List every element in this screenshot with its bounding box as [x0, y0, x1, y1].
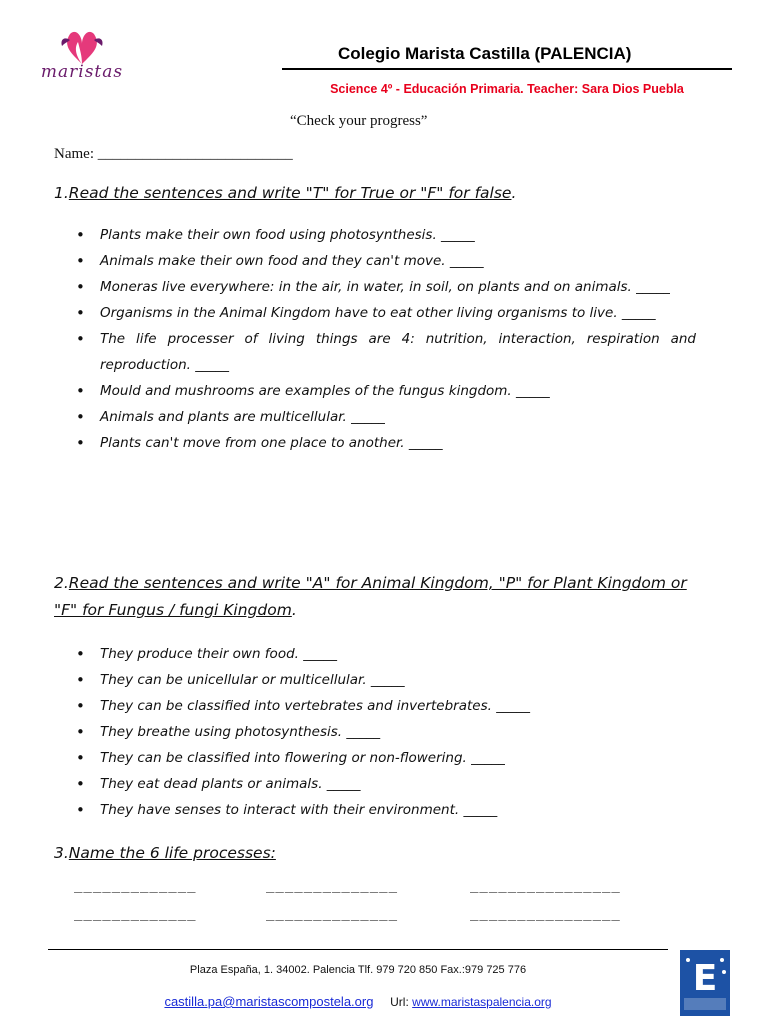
- footer-rule: [48, 949, 668, 950]
- question-text: Read the sentences and write "T" for True or "F" for false: [68, 184, 512, 202]
- list-item: • Plants make their own food using photosynthesis. _____: [76, 222, 696, 248]
- list-item: • They breathe using photosynthesis. _____: [76, 719, 696, 745]
- list-item: • They have senses to interact with their environment. _____: [76, 797, 696, 823]
- question-1-list: [76, 222, 696, 456]
- question-number: 1.: [54, 184, 69, 202]
- list-item: • Animals and plants are multicellular. _____: [76, 404, 696, 430]
- list-item: • Organisms in the Animal Kingdom have to eat other living organisms to live. _____: [76, 300, 696, 326]
- answer-blank[interactable]: ______________: [266, 905, 399, 921]
- website-link[interactable]: www.maristaspalencia.org: [412, 995, 552, 1009]
- answer-blank[interactable]: ________________: [470, 877, 621, 893]
- list-item: • The life processer of living things are 4: nutrition, interaction, respiration and reproduction. _____: [76, 326, 696, 378]
- question-2-heading: 2.Read the sentences and write "A" for Animal Kingdom, "P" for Plant Kingdom or "F" for Fungus / fungi Kingdom.: [54, 574, 687, 619]
- list-item: • They produce their own food. _____: [76, 641, 696, 667]
- question-number: 2.: [54, 574, 69, 592]
- question-text: Read the sentences and write "A" for Animal Kingdom, "P" for Plant Kingdom or "F" for Fungus / fungi Kingdom: [54, 574, 687, 619]
- excellence-logo-icon: [680, 950, 730, 1016]
- question-3-heading: [54, 840, 704, 867]
- badge-letter: E: [692, 958, 718, 999]
- answer-blank[interactable]: _____________: [74, 905, 197, 921]
- list-item: • They can be classified into flowering or non-flowering. _____: [76, 745, 696, 771]
- list-item: • Plants can't move from one place to another. _____: [76, 430, 696, 456]
- list-item: • Mould and mushrooms are examples of the fungus kingdom. _____: [76, 378, 696, 404]
- answer-blank[interactable]: ________________: [470, 905, 621, 921]
- flower-icon: [32, 26, 132, 66]
- list-item: • They can be classified into vertebrates and invertebrates. _____: [76, 693, 696, 719]
- email-link[interactable]: castilla.pa@maristascompostela.org: [164, 994, 374, 1009]
- document-title: “Check your progress”: [290, 113, 428, 129]
- list-item: • Moneras live everywhere: in the air, in water, in soil, on plants and on animals. _____: [76, 274, 696, 300]
- list-item: • They can be unicellular or multicellular. _____: [76, 667, 696, 693]
- list-item: • They eat dead plants or animals. _____: [76, 771, 696, 797]
- school-name: Colegio Marista Castilla (PALENCIA): [338, 44, 632, 63]
- course-subtitle: Science 4º - Educación Primaria. Teacher: Sara Dios Puebla: [330, 82, 684, 96]
- header-rule: [282, 68, 732, 70]
- list-item: • Animals make their own food and they can't move. _____: [76, 248, 696, 274]
- maristas-logo: [32, 26, 132, 86]
- name-field: Name: __________________________: [54, 146, 293, 162]
- footer-contact: [48, 994, 668, 1009]
- excellence-badge: [680, 950, 730, 1016]
- answer-blank[interactable]: ______________: [266, 877, 399, 893]
- question-number: 3.: [54, 844, 69, 862]
- url-label: Url:: [390, 995, 409, 1009]
- question-2-list: [76, 641, 696, 823]
- answer-blank[interactable]: _____________: [74, 877, 197, 893]
- footer-address: Plaza España, 1. 34002. Palencia Tlf. 979 720 850 Fax.:979 725 776: [189, 964, 527, 976]
- logo-text: maristas: [40, 62, 124, 82]
- question-text: Name the 6 life processes:: [68, 844, 276, 862]
- question-1-heading: 1.Read the sentences and write "T" for True or "F" for false.: [54, 184, 517, 202]
